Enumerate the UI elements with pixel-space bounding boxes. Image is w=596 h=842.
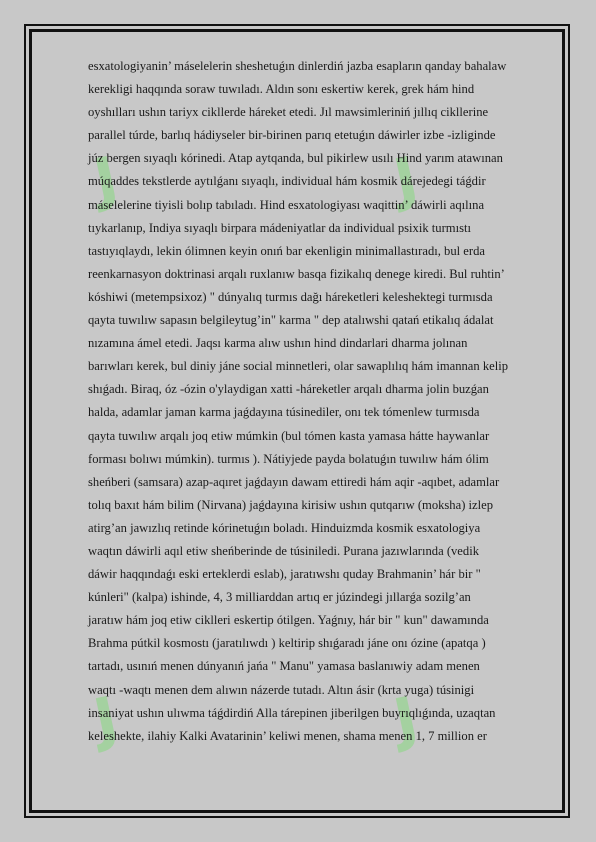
text-line: Brahma pútkil kosmostı (jaratılıwdı ) keltirip shıǵaradı jáne onı ózine (apatqa )	[88, 636, 486, 651]
watermark-logo: J	[88, 143, 124, 215]
text-line: nızamına ámel etedi. Jaqsı karma alıw ushın hind dindarlari dharma jolınan	[88, 336, 468, 351]
text-line: atirg’an jawızlıq retinde kórinetuǵın boladı. Hinduizmda kosmik esxatologiya	[88, 520, 481, 535]
watermark-logo: J	[88, 683, 124, 755]
text-line: oyshılları ushın tariyx cikllerde háreket etedi. Jıl mawsimleriniń jıllıq cikllerine	[88, 105, 489, 120]
text-line: reenkarnasyon doktrinasi arqalı ruxlanıw basqa fizikalıq denege kiredi. Bul ruhtin’	[88, 266, 505, 281]
text-line: tartadı, usınıń menen dúnyanıń jańa " Manu" yamasa baslanıwiy adam menen	[88, 659, 480, 674]
text-line: insaniyat ushın ulıwma táǵdirdiń Alla tárepinen jiberilgen buyrıqlıǵında, uzaqtan	[88, 705, 496, 720]
text-line: halda, adamlar jaman karma jaǵdayına túsinediler, onı tek tómenlew turmısda	[88, 405, 480, 420]
text-line: barıwları kerek, bul diniy jáne social minnetleri, olar sawaplılıq hám imannan kelip	[88, 359, 509, 374]
text-line: jaratıw hám joq etiw cikllerі eskertip ótilgen. Yaǵnıy, hár bir " kun" dawamında	[88, 613, 489, 628]
text-line: parallel túrde, barlıq hádiyseler bir-birinen parıq etetuǵın dáwirler izbe -izliginde	[88, 128, 496, 143]
text-line: tastıyıqlaydı, lekin ólimnen keyin onıń bar ekenligin minimallastıradı, bul erda	[88, 243, 485, 258]
text-line: tolıq baxıt hám bilim (Nirvana) jaǵdayına kirisiw ushın qutqarıw (moksha) izlep	[88, 497, 494, 512]
watermark-logo: J	[388, 683, 424, 755]
text-line: forması bolıwı múmkin). turmıs ). Nátiyjede payda bolatuǵın tuwılıw hám ólim	[88, 451, 489, 466]
text-line: qayta tuwılıw sapasın belgileytug’in" karma " dep atalıwshi qatań etikalıq ádalat	[88, 313, 494, 328]
text-line: waqtı -waqtı menen dem alıwın názerde tutadı. Altın ásir (krta yuga) túsinigi	[88, 682, 475, 697]
body-text	[88, 55, 558, 755]
text-line: tıykarlanıp, Indiya sıyaqlı birpara mádeniyatlar da individual psixik turmıstı	[88, 220, 471, 235]
text-line: kúnleri" (kalpa) ishinde, 4, 3 milliarddan artıq er júzindegi jıllarǵa sozilg’an	[88, 590, 471, 605]
text-line: esxatologiyanin’ máselelerin sheshetuǵın dinlerdiń jazba esapların qanday bahalaw	[88, 59, 507, 73]
text-line: keleshekte, ilahiy Kalki Avatarinin’ keliwi menen, shama menen 1, 7 million er	[88, 728, 487, 743]
text-line: dáwir haqqındaǵı eski erteklerdi eslab), jaratıwshı quday Brahmanin’ hár bir "	[88, 567, 481, 582]
text-line: kóshiwi (metempsixoz) " dúnyalıq turmıs dağı háreketleri keleshektegi turmısda	[88, 289, 493, 304]
text-line: qayta tuwılıw arqalı joq etiw múmkin (bul tómen kasta yamasa hátte haywanlar	[88, 428, 490, 443]
text-line: shıǵadı. Biraq, óz -ózin o'ylaydigan xatti -háreketler arqalı dharma jolin buzǵan	[88, 382, 489, 397]
text-line: máselelerine tiyisli bolıp tabıladı. Hind esxatologiyası waqittin’ dáwirli aqılına	[88, 197, 485, 212]
text-line: sheńberi (samsara) azap-aqıret jaǵdayın dawam ettiredi hám aqir -aqıbet, adamlar	[88, 474, 500, 489]
text-line: kerekligi haqqında soraw tuwıladı. Aldın sonı eskertiw kerek, grek hám hind	[88, 82, 475, 97]
text-line: múqaddes tekstlerde aytılǵanı sıyaqlı, individual hám kosmik dárejedegi táǵdir	[88, 174, 486, 189]
watermark-logo: J	[388, 143, 424, 215]
text-line: waqtın dáwirli aqıl etiw sheńberinde de túsiniledi. Purana jazıwlarında (vedik	[88, 543, 479, 558]
text-line: júz bergen sıyaqlı kórinedi. Atap aytqanda, bul pikirlew usılı Hind yarım atawınan	[88, 151, 503, 166]
